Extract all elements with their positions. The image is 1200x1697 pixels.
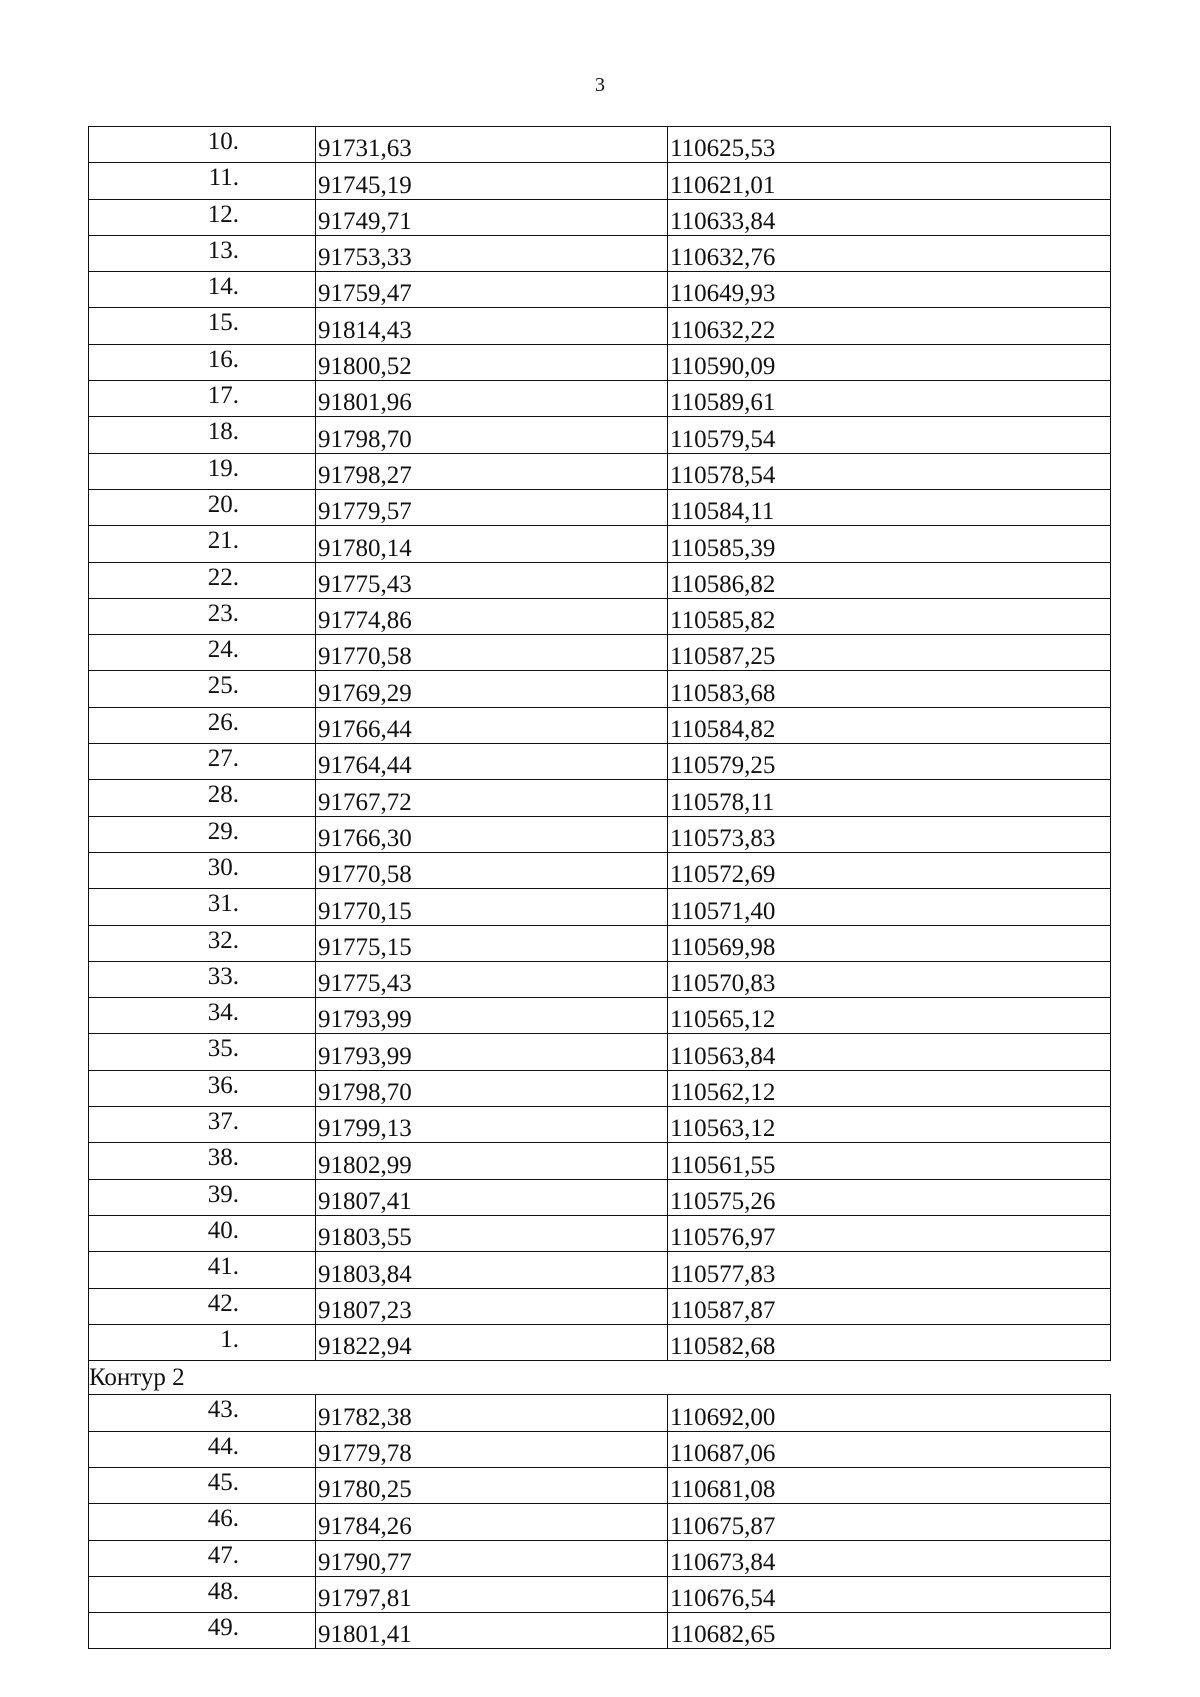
x-coordinate-cell: 91766,30 <box>316 816 668 852</box>
point-number-cell: 32. <box>89 925 316 961</box>
x-coordinate-cell: 91803,84 <box>316 1252 668 1288</box>
table-row <box>89 1288 1111 1324</box>
x-coordinate-cell: 91780,25 <box>316 1467 668 1503</box>
coordinates-table <box>88 126 1111 1649</box>
y-coordinate-cell: 110682,65 <box>668 1613 1111 1649</box>
x-coordinate-cell: 91764,44 <box>316 744 668 780</box>
table-row <box>89 1179 1111 1215</box>
y-coordinate-cell: 110649,93 <box>668 272 1111 308</box>
y-coordinate-cell: 110577,83 <box>668 1252 1111 1288</box>
point-number-cell: 41. <box>89 1252 316 1288</box>
table-row <box>89 1576 1111 1612</box>
table-row <box>89 127 1111 163</box>
table-row <box>89 1395 1111 1431</box>
y-coordinate-cell: 110582,68 <box>668 1324 1111 1360</box>
point-number-cell: 10. <box>89 127 316 163</box>
y-coordinate-cell: 110632,22 <box>668 308 1111 344</box>
y-coordinate-cell: 110621,01 <box>668 163 1111 199</box>
x-coordinate-cell: 91807,41 <box>316 1179 668 1215</box>
point-number-cell: 43. <box>89 1395 316 1431</box>
table-row <box>89 852 1111 888</box>
y-coordinate-cell: 110584,11 <box>668 489 1111 525</box>
coordinates-table-body <box>89 127 1111 1649</box>
table-row <box>89 562 1111 598</box>
table-row <box>89 1324 1111 1360</box>
x-coordinate-cell: 91797,81 <box>316 1576 668 1612</box>
x-coordinate-cell: 91779,57 <box>316 489 668 525</box>
x-coordinate-cell: 91800,52 <box>316 344 668 380</box>
point-number-cell: 33. <box>89 961 316 997</box>
table-row <box>89 961 1111 997</box>
point-number-cell: 35. <box>89 1034 316 1070</box>
point-number-cell: 16. <box>89 344 316 380</box>
table-row <box>89 1215 1111 1251</box>
table-row <box>89 1431 1111 1467</box>
point-number-cell: 27. <box>89 744 316 780</box>
x-coordinate-cell: 91807,23 <box>316 1288 668 1324</box>
x-coordinate-cell: 91822,94 <box>316 1324 668 1360</box>
table-row <box>89 1252 1111 1288</box>
point-number-cell: 30. <box>89 852 316 888</box>
x-coordinate-cell: 91790,77 <box>316 1540 668 1576</box>
y-coordinate-cell: 110632,76 <box>668 235 1111 271</box>
y-coordinate-cell: 110585,39 <box>668 526 1111 562</box>
y-coordinate-cell: 110572,69 <box>668 852 1111 888</box>
y-coordinate-cell: 110587,25 <box>668 635 1111 671</box>
x-coordinate-cell: 91779,78 <box>316 1431 668 1467</box>
point-number-cell: 42. <box>89 1288 316 1324</box>
point-number-cell: 31. <box>89 889 316 925</box>
x-coordinate-cell: 91784,26 <box>316 1504 668 1540</box>
table-row <box>89 308 1111 344</box>
y-coordinate-cell: 110676,54 <box>668 1576 1111 1612</box>
table-row <box>89 1504 1111 1540</box>
x-coordinate-cell: 91798,70 <box>316 1070 668 1106</box>
point-number-cell: 18. <box>89 417 316 453</box>
y-coordinate-cell: 110583,68 <box>668 671 1111 707</box>
table-row <box>89 163 1111 199</box>
point-number-cell: 14. <box>89 272 316 308</box>
x-coordinate-cell: 91814,43 <box>316 308 668 344</box>
x-coordinate-cell: 91770,58 <box>316 852 668 888</box>
point-number-cell: 17. <box>89 381 316 417</box>
x-coordinate-cell: 91775,43 <box>316 562 668 598</box>
point-number-cell: 19. <box>89 453 316 489</box>
point-number-cell: 1. <box>89 1324 316 1360</box>
x-coordinate-cell: 91749,71 <box>316 199 668 235</box>
x-coordinate-cell: 91801,41 <box>316 1613 668 1649</box>
x-coordinate-cell: 91731,63 <box>316 127 668 163</box>
y-coordinate-cell: 110576,97 <box>668 1215 1111 1251</box>
point-number-cell: 29. <box>89 816 316 852</box>
point-number-cell: 21. <box>89 526 316 562</box>
point-number-cell: 34. <box>89 998 316 1034</box>
x-coordinate-cell: 91801,96 <box>316 381 668 417</box>
x-coordinate-cell: 91798,70 <box>316 417 668 453</box>
y-coordinate-cell: 110579,54 <box>668 417 1111 453</box>
table-row <box>89 1034 1111 1070</box>
table-row <box>89 489 1111 525</box>
x-coordinate-cell: 91798,27 <box>316 453 668 489</box>
point-number-cell: 38. <box>89 1143 316 1179</box>
table-row <box>89 1540 1111 1576</box>
y-coordinate-cell: 110673,84 <box>668 1540 1111 1576</box>
y-coordinate-cell: 110589,61 <box>668 381 1111 417</box>
x-coordinate-cell: 91753,33 <box>316 235 668 271</box>
point-number-cell: 24. <box>89 635 316 671</box>
point-number-cell: 11. <box>89 163 316 199</box>
y-coordinate-cell: 110587,87 <box>668 1288 1111 1324</box>
y-coordinate-cell: 110578,54 <box>668 453 1111 489</box>
point-number-cell: 22. <box>89 562 316 598</box>
point-number-cell: 39. <box>89 1179 316 1215</box>
point-number-cell: 44. <box>89 1431 316 1467</box>
y-coordinate-cell: 110578,11 <box>668 780 1111 816</box>
table-row <box>89 235 1111 271</box>
y-coordinate-cell: 110571,40 <box>668 889 1111 925</box>
x-coordinate-cell: 91802,99 <box>316 1143 668 1179</box>
x-coordinate-cell: 91799,13 <box>316 1107 668 1143</box>
table-row <box>89 1143 1111 1179</box>
y-coordinate-cell: 110633,84 <box>668 199 1111 235</box>
table-row <box>89 744 1111 780</box>
x-coordinate-cell: 91759,47 <box>316 272 668 308</box>
x-coordinate-cell: 91767,72 <box>316 780 668 816</box>
table-row <box>89 453 1111 489</box>
table-row <box>89 344 1111 380</box>
point-number-cell: 49. <box>89 1613 316 1649</box>
table-row <box>89 272 1111 308</box>
x-coordinate-cell: 91745,19 <box>316 163 668 199</box>
x-coordinate-cell: 91775,43 <box>316 961 668 997</box>
point-number-cell: 25. <box>89 671 316 707</box>
point-number-cell: 47. <box>89 1540 316 1576</box>
y-coordinate-cell: 110579,25 <box>668 744 1111 780</box>
page-number: 3 <box>595 74 605 96</box>
x-coordinate-cell: 91775,15 <box>316 925 668 961</box>
contour-2-label: Контур 2 <box>89 1361 1111 1395</box>
table-row <box>89 816 1111 852</box>
x-coordinate-cell: 91769,29 <box>316 671 668 707</box>
x-coordinate-cell: 91803,55 <box>316 1215 668 1251</box>
table-row <box>89 1613 1111 1649</box>
y-coordinate-cell: 110569,98 <box>668 925 1111 961</box>
y-coordinate-cell: 110570,83 <box>668 961 1111 997</box>
table-row <box>89 925 1111 961</box>
point-number-cell: 26. <box>89 707 316 743</box>
y-coordinate-cell: 110562,12 <box>668 1070 1111 1106</box>
y-coordinate-cell: 110573,83 <box>668 816 1111 852</box>
y-coordinate-cell: 110585,82 <box>668 598 1111 634</box>
table-row <box>89 671 1111 707</box>
point-number-cell: 23. <box>89 598 316 634</box>
x-coordinate-cell: 91766,44 <box>316 707 668 743</box>
table-row <box>89 998 1111 1034</box>
point-number-cell: 36. <box>89 1070 316 1106</box>
point-number-cell: 28. <box>89 780 316 816</box>
point-number-cell: 13. <box>89 235 316 271</box>
y-coordinate-cell: 110692,00 <box>668 1395 1111 1431</box>
table-row <box>89 1107 1111 1143</box>
point-number-cell: 20. <box>89 489 316 525</box>
table-row <box>89 417 1111 453</box>
point-number-cell: 15. <box>89 308 316 344</box>
x-coordinate-cell: 91793,99 <box>316 998 668 1034</box>
table-row <box>89 1467 1111 1503</box>
y-coordinate-cell: 110681,08 <box>668 1467 1111 1503</box>
point-number-cell: 40. <box>89 1215 316 1251</box>
table-row <box>89 707 1111 743</box>
section-row <box>89 1361 1111 1395</box>
table-row <box>89 1070 1111 1106</box>
table-row <box>89 526 1111 562</box>
x-coordinate-cell: 91774,86 <box>316 598 668 634</box>
y-coordinate-cell: 110563,12 <box>668 1107 1111 1143</box>
point-number-cell: 45. <box>89 1467 316 1503</box>
y-coordinate-cell: 110575,26 <box>668 1179 1111 1215</box>
x-coordinate-cell: 91770,15 <box>316 889 668 925</box>
x-coordinate-cell: 91780,14 <box>316 526 668 562</box>
table-row <box>89 780 1111 816</box>
x-coordinate-cell: 91770,58 <box>316 635 668 671</box>
table-row <box>89 381 1111 417</box>
y-coordinate-cell: 110565,12 <box>668 998 1111 1034</box>
point-number-cell: 48. <box>89 1576 316 1612</box>
x-coordinate-cell: 91793,99 <box>316 1034 668 1070</box>
table-row <box>89 889 1111 925</box>
y-coordinate-cell: 110625,53 <box>668 127 1111 163</box>
y-coordinate-cell: 110563,84 <box>668 1034 1111 1070</box>
y-coordinate-cell: 110687,06 <box>668 1431 1111 1467</box>
table-row <box>89 598 1111 634</box>
x-coordinate-cell: 91782,38 <box>316 1395 668 1431</box>
point-number-cell: 12. <box>89 199 316 235</box>
y-coordinate-cell: 110584,82 <box>668 707 1111 743</box>
y-coordinate-cell: 110590,09 <box>668 344 1111 380</box>
point-number-cell: 37. <box>89 1107 316 1143</box>
table-row <box>89 635 1111 671</box>
table-row <box>89 199 1111 235</box>
point-number-cell: 46. <box>89 1504 316 1540</box>
y-coordinate-cell: 110561,55 <box>668 1143 1111 1179</box>
y-coordinate-cell: 110586,82 <box>668 562 1111 598</box>
y-coordinate-cell: 110675,87 <box>668 1504 1111 1540</box>
